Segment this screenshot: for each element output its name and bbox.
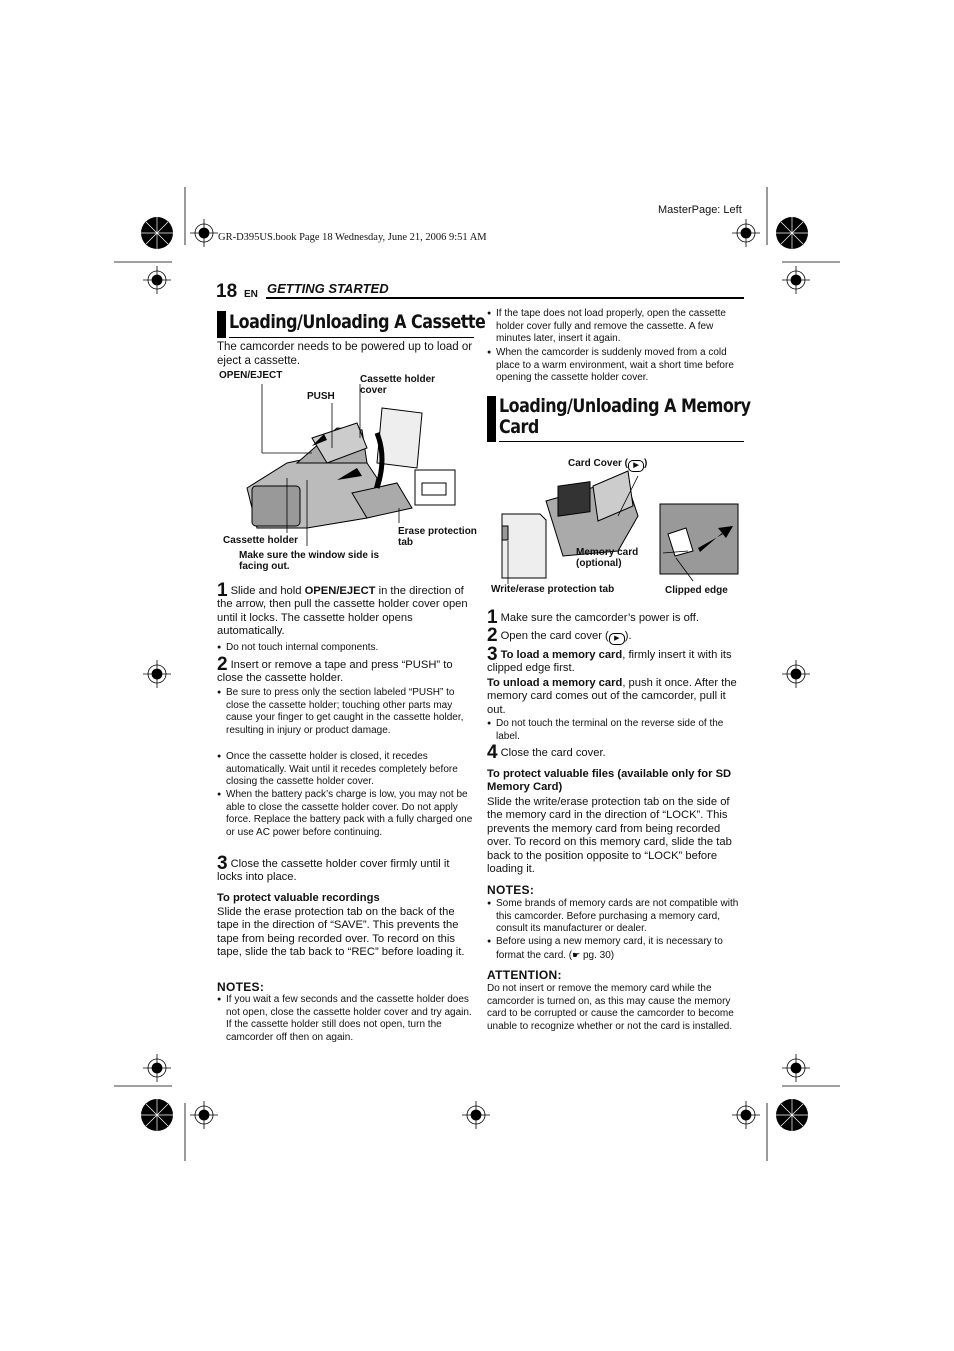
memory-step-3 <box>487 644 745 676</box>
memory-card-label: Memory card (optional) <box>576 547 639 569</box>
memory-unload <box>487 677 745 717</box>
clipped-edge-label: Clipped edge <box>665 585 728 596</box>
window-side-label: Make sure the window side is facing out. <box>239 550 380 572</box>
card-cover-label <box>568 458 647 472</box>
memory-step-4 <box>487 742 745 763</box>
memory-heading-line: Loading/Unloading A Memory <box>499 395 751 417</box>
cassette-holder-label: Cassette holder <box>223 535 299 546</box>
step-number: 1 <box>487 607 498 628</box>
step-key: OPEN/EJECT <box>304 585 376 597</box>
memory-note: ● Some brands of memory cards are not compatible with this camcorder. Before purchasing a memory card, consult its manufacturer or dealer. <box>496 898 746 936</box>
cassette-step1-bullet: ● Do not touch internal components. <box>226 642 476 655</box>
step-text: Close the card cover. <box>500 747 606 759</box>
cassette-step-1 <box>217 580 475 639</box>
heading-rule <box>499 441 744 442</box>
step-text: Make sure the camcorder’s power is off. <box>500 612 699 624</box>
memory-step-1 <box>487 607 745 628</box>
cassette-illustration <box>217 368 475 578</box>
page-ref-text: pg. 30) <box>583 949 615 961</box>
step-text: , firmly insert it with its clipped edge first. <box>487 649 732 675</box>
header-rule <box>266 297 744 299</box>
master-page-label: MasterPage: Left <box>658 204 742 216</box>
protect-recordings-title: To protect valuable recordings <box>217 892 380 904</box>
card-cover-icon: ▶ <box>609 633 625 645</box>
cassette-step-2 <box>217 654 475 686</box>
memory-card-illustration <box>488 456 746 601</box>
cassette-heading: Loading/Unloading A Cassette <box>229 311 486 333</box>
erase-tab-label: Erase protection tab <box>398 526 477 548</box>
page-number: 18 <box>216 281 238 302</box>
step-number: 4 <box>487 742 498 763</box>
memory-heading-line: Card <box>499 416 539 438</box>
memory-heading <box>499 396 751 438</box>
cassette-step2-bullet: ● When the battery pack’s charge is low, you may not be able to close the cassette holder cover. Do not apply force. Replace the battery pack with a fully charged one or use AC power before continuing. <box>226 789 476 839</box>
page-ref-icon: ☛ <box>572 949 581 960</box>
write-tab-label: Write/erase protection tab <box>491 584 615 595</box>
memory-note: ● Before using a new memory card, it is necessary to format the card. (☛ pg. 30) <box>496 936 746 962</box>
step-text: ). <box>624 630 632 642</box>
step-text: Insert or remove a tape and press “PUSH” to close the cassette holder. <box>217 659 453 685</box>
memory-card-drawing <box>488 456 746 601</box>
heading-rule <box>229 337 474 338</box>
memory-step-2 <box>487 625 745 646</box>
heading-bar <box>217 311 226 338</box>
cassette-tip: ● When the camcorder is suddenly moved from a cold place to a warm environment, wait a short time before opening the cassette holder cover. <box>496 347 744 385</box>
step-text: Slide and hold <box>230 585 305 597</box>
protect-files-text: Slide the write/erase protection tab on the side of the memory card in the direction of “LOCK”. This prevents the memory card from being recorded over. To record on this memory card, slide the tab back to the position opposite to “LOCK” before loading it. <box>487 796 732 876</box>
step-key: To load a memory card <box>500 649 623 661</box>
language-code: EN <box>244 289 258 300</box>
card-cover-icon: ▶ <box>628 460 644 472</box>
cassette-notes-title: NOTES: <box>217 980 265 994</box>
cassette-step2-bullet: ● Once the cassette holder is closed, it recedes automatically. Wait until it recedes completely before closing the cassette holder cover. <box>226 751 476 789</box>
memory-note-text: Before using a new memory card, it is necessary to format the card. <box>496 936 723 961</box>
step-number: 2 <box>217 654 228 675</box>
card-cover-text-end: ) <box>644 458 648 469</box>
unload-text: , push it once. After the memory card comes out of the camcorder, pull it out. <box>487 677 737 716</box>
cassette-intro: The camcorder needs to be powered up to load or eject a cassette. <box>217 341 473 367</box>
book-info-line: GR-D395US.book Page 18 Wednesday, June 21, 2006 9:51 AM <box>218 232 487 243</box>
holder-cover-label: Cassette holder cover <box>360 374 436 396</box>
cassette-step2-bullet: ● Be sure to press only the section labeled “PUSH” to close the cassette holder; touching other parts may cause your finger to get caught in the cassette holder, resulting in injury or product damage. <box>226 687 476 737</box>
card-cover-text: Card Cover ( <box>568 458 629 469</box>
protect-recordings-text: Slide the erase protection tab on the back of the tape in the direction of “SAVE”. This prevents the tape from being recorded over. To record on this tape, slide the tab back to “REC” before loading it. <box>217 906 465 959</box>
step-text: Open the card cover ( <box>500 630 609 642</box>
open-eject-label: OPEN/EJECT <box>219 370 283 381</box>
cassette-note: ● If you wait a few seconds and the cassette holder does not open, close the cassette holder cover and try again. If the cassette holder still does not open, turn the camcorder off then on again. <box>226 994 476 1044</box>
attention-title: ATTENTION: <box>487 968 562 982</box>
heading-bar <box>487 396 496 442</box>
push-label: PUSH <box>307 391 335 402</box>
step-number: 2 <box>487 625 498 646</box>
attention-text: Do not insert or remove the memory card while the camcorder is turned on, as this may cause the memory card to be corrupted or cause the camcorder to become unable to recognize whether or not the card is installed. <box>487 983 734 1032</box>
step-number: 3 <box>217 853 228 874</box>
step-text: Close the cassette holder cover firmly until it locks into place. <box>217 858 450 884</box>
protect-files-title: To protect valuable files (available only for SD Memory Card) <box>487 768 732 794</box>
cassette-step-3 <box>217 853 475 885</box>
cassette-tip: ● If the tape does not load properly, open the cassette holder cover fully and remove the cassette. A few minutes later, insert it again. <box>496 308 744 346</box>
memory-notes-title: NOTES: <box>487 883 535 897</box>
step-number: 3 <box>487 644 498 665</box>
step-number: 1 <box>217 580 228 601</box>
step-text: in the direction of the arrow, then pull the cassette holder cover open until it locks. The cassette holder opens automatically. <box>217 585 468 638</box>
section-title: GETTING STARTED <box>267 281 389 296</box>
memory-bullet: ● Do not touch the terminal on the reverse side of the label. <box>496 718 744 743</box>
unload-key: To unload a memory card <box>487 677 623 689</box>
